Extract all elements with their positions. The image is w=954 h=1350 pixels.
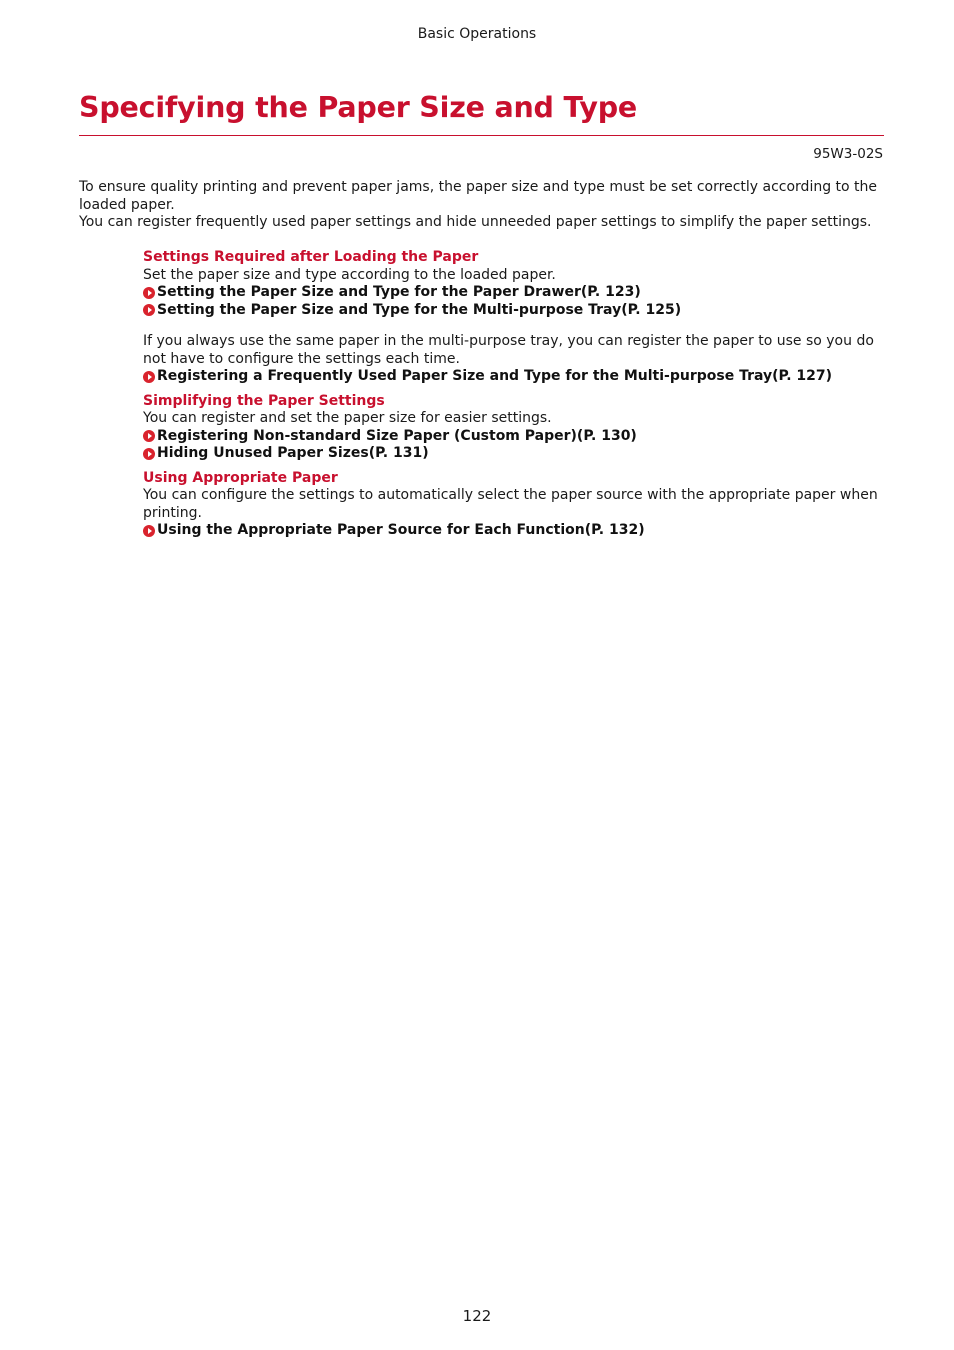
link-text: Setting the Paper Size and Type for the Paper Drawer(P. 123) [157, 284, 641, 300]
link-text: Using the Appropriate Paper Source for Each Function(P. 132) [157, 522, 645, 538]
title-divider [79, 135, 884, 136]
running-header: Basic Operations [417, 26, 537, 42]
section-text: You can configure the settings to automatically select the paper source with the appropriate paper when printing. [143, 487, 878, 521]
intro [79, 179, 884, 232]
arrow-circle-icon [143, 287, 155, 299]
arrow-circle-icon [143, 304, 155, 316]
arrow-circle-icon [143, 430, 155, 442]
document-id: 95W3-02S [813, 146, 883, 162]
page-title: Specifying the Paper Size and Type [79, 91, 638, 124]
arrow-circle-icon [143, 525, 155, 537]
arrow-circle-icon [143, 371, 155, 383]
section-heading: Simplifying the Paper Settings [143, 392, 385, 409]
link-text: Registering a Frequently Used Paper Size and Type for the Multi-purpose Tray(P. 127) [157, 368, 833, 384]
link-text: Hiding Unused Paper Sizes(P. 131) [157, 445, 429, 461]
link-text: Registering Non-standard Size Paper (Custom Paper)(P. 130) [157, 427, 637, 444]
arrow-circle-icon [143, 448, 155, 460]
intro-paragraph-1: To ensure quality printing and prevent paper jams, the paper size and type must be set correctly according to the loaded paper. [79, 179, 878, 213]
section-appropriate-paper [143, 470, 884, 540]
page-number: 122 [462, 1307, 492, 1325]
link-multipurpose-tray[interactable] [143, 302, 884, 320]
section-text: Set the paper size and type according to the loaded paper. [143, 266, 556, 283]
link-appropriate-paper-source[interactable] [143, 522, 884, 540]
sections [143, 249, 884, 547]
intro-paragraph-2: You can register frequently used paper settings and hide unneeded paper settings to simplify the paper settings. [79, 214, 872, 230]
link-text: Setting the Paper Size and Type for the Multi-purpose Tray(P. 125) [157, 301, 682, 318]
link-paper-drawer[interactable] [143, 284, 884, 302]
section-heading: Settings Required after Loading the Paper [143, 249, 479, 265]
section-heading: Using Appropriate Paper [143, 469, 338, 486]
link-hiding-unused-sizes[interactable] [143, 445, 884, 463]
section-settings-after-loading [143, 249, 884, 386]
section-simplifying-settings [143, 393, 884, 463]
link-custom-paper[interactable] [143, 428, 884, 446]
section-text: You can register and set the paper size for easier settings. [143, 410, 552, 426]
section-text: If you always use the same paper in the multi-purpose tray, you can register the paper to use so you do not have to configure the settings each time. [143, 333, 874, 367]
link-register-frequently-used[interactable] [143, 368, 884, 386]
